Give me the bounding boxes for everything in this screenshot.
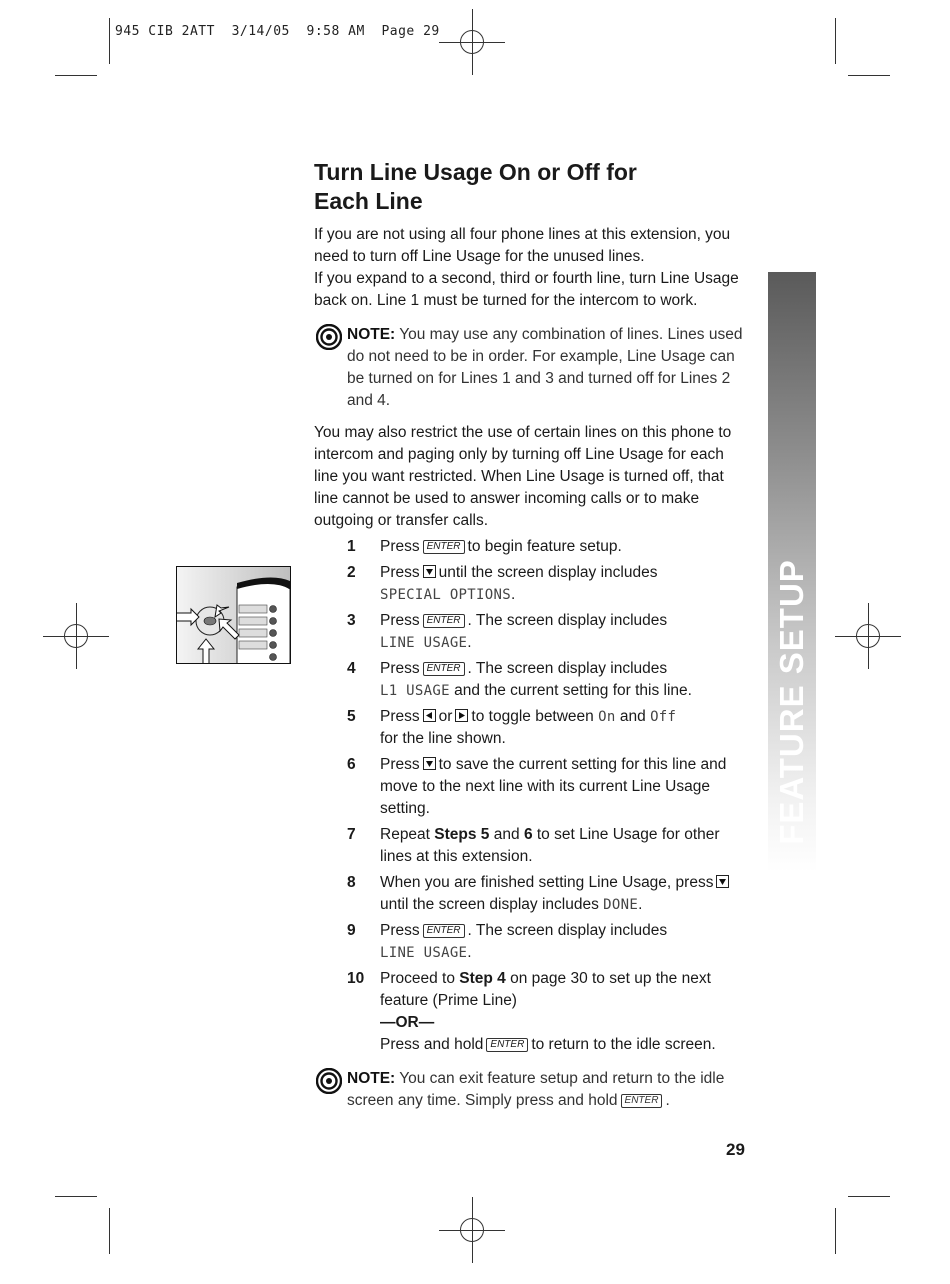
crop-mark (109, 18, 110, 64)
step-text: . The screen display includes (467, 660, 668, 677)
enter-key: ENTER (423, 614, 465, 628)
step-text: and (619, 708, 646, 725)
step-text: or (438, 708, 453, 725)
target-bullet-icon (316, 1068, 342, 1094)
note-label: NOTE: (347, 1070, 396, 1087)
step-text: . (467, 634, 472, 651)
crop-mark (835, 18, 836, 64)
lcd-text: DONE (603, 897, 639, 913)
note-2 (314, 1068, 750, 1112)
step-number: 1 (347, 538, 356, 555)
step-number: 5 (347, 708, 356, 725)
lcd-text: LINE USAGE (380, 635, 468, 651)
list-item (314, 658, 750, 702)
restrict-paragraph: You may also restrict the use of certain lines on this phone to intercom and paging only by turning off Line Usage for each line you want restricted. When Line Usage is turned off, that line cannot be used to answer incoming calls or to make outgoing or transfer calls. (314, 424, 732, 529)
step-text: Repeat (380, 826, 430, 843)
registration-mark-icon (856, 624, 880, 648)
steps-list (314, 536, 750, 1056)
down-arrow-key-icon (716, 875, 729, 888)
step-number: 9 (347, 922, 356, 939)
step-text: Press (380, 756, 420, 773)
step-text: . The screen display includes (467, 612, 668, 629)
section-tab-label: FEATURE SETUP (773, 559, 810, 845)
page-number: 29 (726, 1140, 745, 1159)
step-text: Press (380, 708, 420, 725)
lcd-text: LINE USAGE (380, 945, 468, 961)
step-number: 4 (347, 660, 356, 677)
step-number: 3 (347, 612, 356, 629)
step-text: Press (380, 612, 420, 629)
lcd-text: Off (650, 709, 677, 725)
list-item (314, 536, 750, 558)
down-arrow-key-icon (423, 565, 436, 578)
step-text: to return to the idle screen. (531, 1036, 716, 1053)
step-number: 7 (347, 826, 356, 843)
target-bullet-icon (316, 324, 342, 350)
step-text: Proceed to (380, 970, 455, 987)
note-1-text: You may use any combination of lines. Lines used do not need to be in order. For example, Line Usage can be turned on for Lines 1 and 3 and turned off for Lines 2 and 4. (347, 326, 743, 409)
step-text: Press (380, 538, 420, 555)
or-separator: —OR— (380, 1014, 435, 1031)
lcd-text: On (598, 709, 616, 725)
page-title (314, 158, 750, 216)
step-text: . The screen display includes (467, 922, 668, 939)
print-header: 945 CIB 2ATT 3/14/05 9:58 AM Page 29 (115, 24, 440, 39)
crop-mark (109, 1208, 110, 1254)
step-ref: Step 4 (459, 970, 506, 987)
step-text: to toggle between (471, 708, 594, 725)
step-text: until the screen display includes (380, 896, 599, 913)
list-item (314, 706, 750, 750)
step-text: Press (380, 564, 420, 581)
note-label: NOTE: (347, 326, 396, 343)
page-content (314, 158, 750, 1122)
step-text: for the line shown. (380, 730, 506, 747)
step-text: to set Line Usage for other lines at this extension. (380, 826, 720, 865)
step-number: 6 (347, 756, 356, 773)
step-text: . (510, 586, 516, 603)
enter-key: ENTER (423, 662, 465, 676)
lcd-text: L1 USAGE (380, 683, 450, 699)
crop-mark (835, 1208, 836, 1254)
list-item (314, 562, 750, 606)
enter-key: ENTER (486, 1038, 528, 1052)
step-number: 8 (347, 874, 356, 891)
step-text: to begin feature setup. (467, 538, 622, 555)
crop-mark (848, 75, 890, 76)
phone-navigation-illustration (176, 566, 291, 664)
intro-paragraph-2: If you expand to a second, third or fourth line, turn Line Usage back on. Line 1 must be turned for the intercom to work. (314, 270, 739, 309)
step-text: Press and hold (380, 1036, 484, 1053)
list-item (314, 968, 750, 1056)
step-number: 2 (347, 564, 356, 581)
left-arrow-key-icon (423, 709, 436, 722)
list-item (314, 872, 750, 916)
note-2-end: . (665, 1092, 670, 1109)
note-1 (314, 324, 750, 412)
crop-mark (55, 1196, 97, 1197)
step-text: and (493, 826, 520, 843)
step-text: . (638, 896, 643, 913)
step-ref: 6 (523, 826, 533, 843)
note-2-text: You can exit feature setup and return to the idle screen any time. Simply press and hold (347, 1070, 725, 1109)
down-arrow-key-icon (423, 757, 436, 770)
step-text: until the screen display includes (438, 564, 658, 581)
step-text: to save the current setting for this line and move to the next line with its current Line Usage setting. (380, 756, 727, 817)
intro-paragraph-1: If you are not using all four phone lines at this extension, you need to turn off Line Usage for the unused lines. (314, 226, 731, 265)
registration-mark-icon (460, 30, 484, 54)
registration-mark-icon (460, 1218, 484, 1242)
step-text: on page 30 to set up the next feature (Prime Line) (380, 970, 711, 1009)
list-item (314, 754, 750, 820)
step-text: Press (380, 922, 420, 939)
list-item (314, 824, 750, 868)
crop-mark (848, 1196, 890, 1197)
crop-mark (55, 75, 97, 76)
lcd-text: SPECIAL OPTIONS (380, 587, 511, 603)
title-line-1: Turn Line Usage On or Off for (314, 159, 637, 185)
step-ref: Steps 5 (434, 826, 490, 843)
list-item (314, 610, 750, 654)
enter-key: ENTER (423, 540, 465, 554)
step-text: . (467, 944, 472, 961)
enter-key: ENTER (423, 924, 465, 938)
step-text: Press (380, 660, 420, 677)
enter-key: ENTER (621, 1094, 663, 1108)
step-number: 10 (347, 970, 365, 987)
step-text: When you are finished setting Line Usage, press (380, 874, 714, 891)
list-item (314, 920, 750, 964)
title-line-2: Each Line (314, 188, 423, 214)
right-arrow-key-icon (455, 709, 468, 722)
step-text: and the current setting for this line. (454, 682, 692, 699)
registration-mark-icon (64, 624, 88, 648)
section-tab (768, 272, 816, 872)
